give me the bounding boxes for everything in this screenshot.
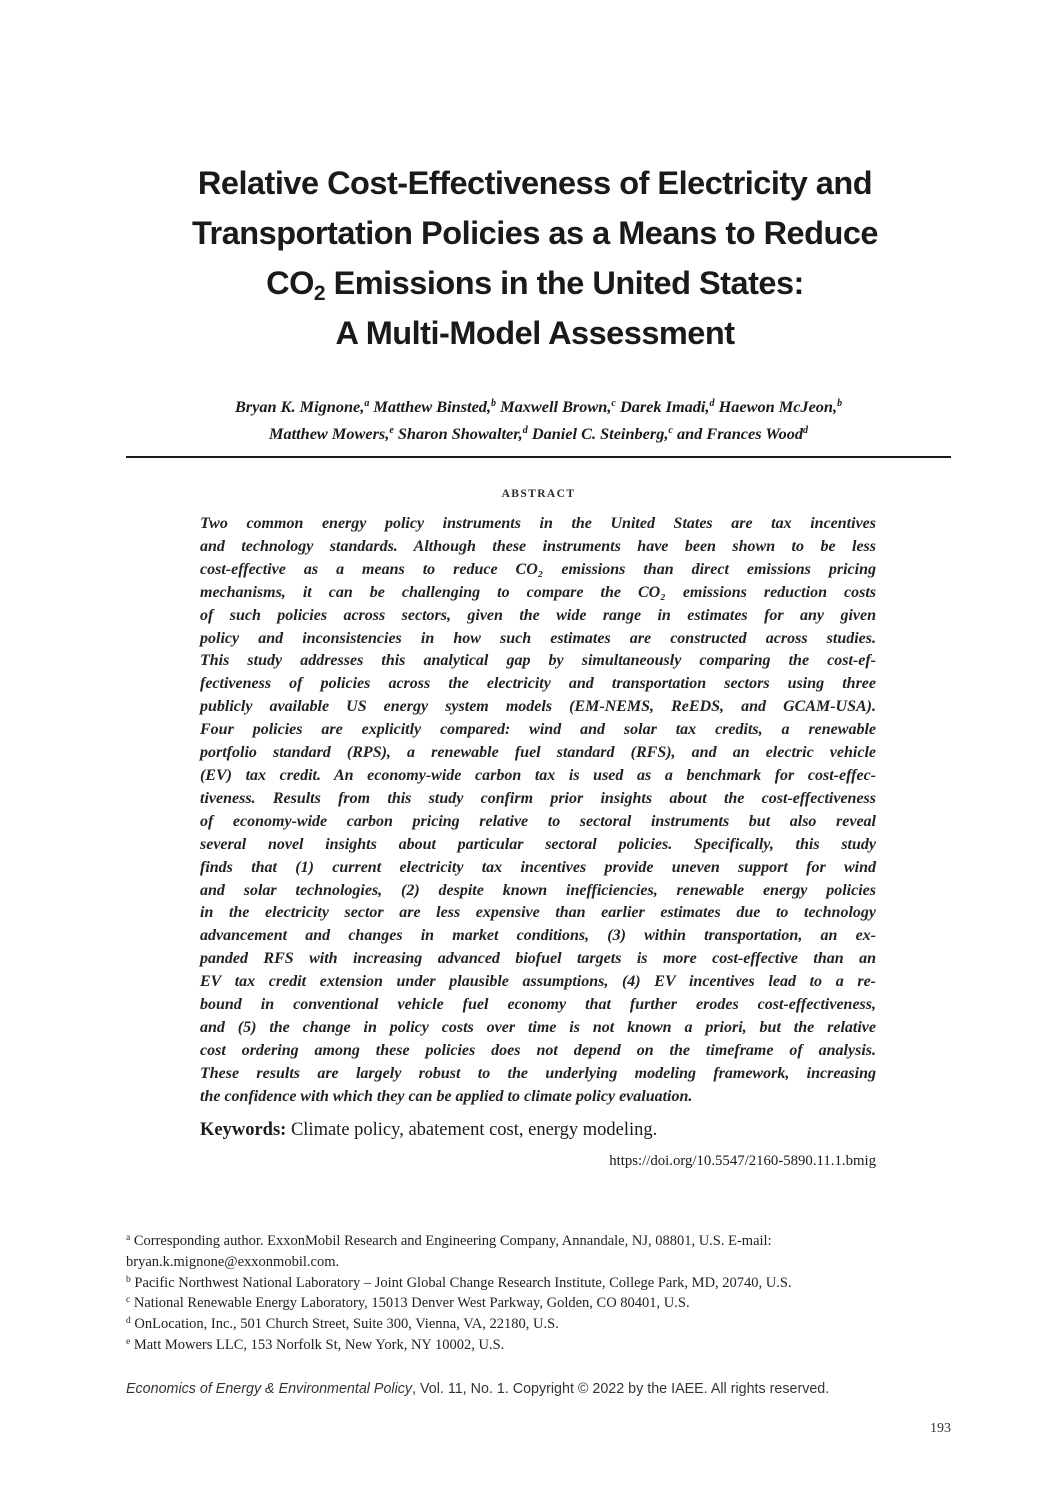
keywords-text: Climate policy, abatement cost, energy modeling. bbox=[286, 1120, 658, 1140]
footnote-text: Corresponding author. ExxonMobil Research and Engineering Company, Annandale, NJ, 08801, U.S. E-mail: bbox=[130, 1233, 772, 1249]
footnote-mark: d bbox=[126, 1316, 131, 1327]
footnote bbox=[126, 1231, 886, 1252]
abstract-line: These results are largely robust to the underlying modeling framework, increasing bbox=[200, 1064, 876, 1082]
paper-title bbox=[120, 158, 950, 358]
footnote-mark: a bbox=[126, 1233, 131, 1243]
footnote-text: OnLocation, Inc., 501 Church Street, Suite 300, Vienna, VA, 22180, U.S. bbox=[130, 1316, 559, 1333]
abstract-line: cost ordering among these policies does not depend on the timeframe of analysis. bbox=[200, 1041, 876, 1059]
abstract-heading: ABSTRACT bbox=[501, 488, 576, 500]
abstract-line: in the electricity sector are less expensive than earlier estimates due to technology bbox=[200, 904, 876, 922]
author-affiliation-mark: c bbox=[668, 425, 673, 436]
title-line-1: Relative Cost-Effectiveness of Electricity and bbox=[197, 165, 873, 201]
footnote-mark: b bbox=[126, 1274, 131, 1285]
author-name: and Frances Wood bbox=[676, 424, 804, 443]
abstract-line: and (5) the change in policy costs over time is not known a priori, but the relative bbox=[200, 1018, 876, 1036]
abstract-line: panded RFS with increasing advanced biofuel targets is more cost-effective than an bbox=[200, 950, 876, 968]
abstract-line: mechanisms, it can be challenging to compare the CO₂ emissions reduction costs bbox=[200, 583, 876, 601]
keywords-line bbox=[200, 1120, 657, 1141]
title-line-4: A Multi-Model Assessment bbox=[335, 315, 735, 351]
author-affiliation-mark: b bbox=[491, 398, 497, 409]
footnote bbox=[126, 1293, 886, 1314]
author-list bbox=[126, 393, 951, 447]
footnote bbox=[126, 1335, 886, 1356]
title-co: CO bbox=[266, 265, 314, 301]
author-name: Darek Imadi, bbox=[619, 397, 710, 416]
abstract-line: cost-effective as a means to reduce CO₂ emissions than direct emissions pricing bbox=[200, 560, 876, 578]
abstract-line: and solar technologies, (2) despite known inefficiencies, renewable energy policies bbox=[200, 881, 876, 899]
abstract-line: and technology standards. Although these instruments have been shown to be less bbox=[200, 537, 876, 555]
author-affiliation-mark: a bbox=[364, 398, 370, 409]
author-name: Daniel C. Steinberg, bbox=[531, 424, 669, 443]
author-name: Haewon McJeon, bbox=[718, 397, 838, 416]
abstract-line: advancement and changes in market conditions, (3) within transportation, an ex- bbox=[200, 927, 876, 945]
author-name: Sharon Showalter, bbox=[397, 424, 523, 443]
author-name: Matthew Mowers, bbox=[268, 424, 390, 443]
abstract-line: of economy-wide carbon pricing relative to sectoral instruments but also reveal bbox=[200, 812, 876, 830]
abstract-line: Two common energy policy instruments in the United States are tax incentives bbox=[200, 515, 876, 532]
abstract-line: several novel insights about particular sectoral policies. Specifically, this study bbox=[200, 835, 876, 853]
abstract-body bbox=[200, 513, 876, 1109]
author-name: Matthew Binsted, bbox=[373, 397, 492, 416]
author-affiliation-mark: d bbox=[522, 425, 528, 436]
abstract-line: the confidence with which they can be applied to climate policy evaluation. bbox=[200, 1087, 693, 1105]
affiliation-footnotes bbox=[126, 1231, 886, 1356]
title-co2-subscript: 2 bbox=[313, 282, 326, 305]
footnote-text: bryan.k.mignone@exxonmobil.com. bbox=[126, 1253, 340, 1270]
journal-name: Economics of Energy & Environmental Policy bbox=[126, 1381, 413, 1397]
abstract-line: bound in conventional vehicle fuel economy that further erodes cost-effectiveness, bbox=[200, 996, 876, 1014]
author-affiliation-mark: d bbox=[709, 398, 715, 409]
abstract-line: portfolio standard (RPS), a renewable fuel standard (RFS), and an electric vehicle bbox=[200, 744, 876, 762]
author-affiliation-mark: c bbox=[611, 398, 616, 409]
footnote-text: Pacific Northwest National Laboratory – Joint Global Change Research Institute, College Park, MD, 20740, U.S. bbox=[130, 1274, 792, 1291]
abstract-line: Four policies are explicitly compared: wind and solar tax credits, a renewable bbox=[200, 721, 876, 739]
title-line-3-rest: Emissions in the United States: bbox=[325, 265, 804, 301]
header-divider bbox=[126, 456, 951, 458]
keywords-label: Keywords: bbox=[200, 1120, 287, 1140]
abstract-line: (EV) tax credit. An economy-wide carbon tax is used as a benchmark for cost-effec- bbox=[200, 766, 876, 784]
journal-citation bbox=[126, 1381, 829, 1397]
footnote-mark: e bbox=[126, 1336, 131, 1347]
footnote-text: National Renewable Energy Laboratory, 15013 Denver West Parkway, Golden, CO 80401, U.S. bbox=[130, 1295, 690, 1312]
footnote bbox=[126, 1314, 886, 1335]
footnote-mark: c bbox=[126, 1295, 131, 1306]
title-line-3 bbox=[120, 258, 950, 308]
abstract-line: publicly available US energy system models (EM-NEMS, ReEDS, and GCAM-USA). bbox=[200, 698, 876, 716]
abstract-line: fectiveness of policies across the electricity and transportation sectors using three bbox=[200, 675, 876, 693]
footnote bbox=[126, 1252, 886, 1273]
footnote-text: Matt Mowers LLC, 153 Norfolk St, New York, NY 10002, U.S. bbox=[130, 1336, 505, 1353]
abstract-line: policy and inconsistencies in how such estimates are constructed across studies. bbox=[200, 629, 876, 647]
abstract-line: tiveness. Results from this study confirm prior insights about the cost-effectiveness bbox=[200, 789, 876, 807]
author-affiliation-mark: e bbox=[389, 425, 394, 436]
page-number: 193 bbox=[930, 1421, 951, 1436]
author-affiliation-mark: b bbox=[837, 398, 843, 409]
footnote bbox=[126, 1273, 886, 1294]
author-line-1 bbox=[126, 393, 951, 420]
abstract-line: finds that (1) current electricity tax incentives provide uneven support for wind bbox=[200, 858, 876, 876]
abstract-line: This study addresses this analytical gap by simultaneously comparing the cost-ef- bbox=[200, 652, 876, 670]
abstract-line: EV tax credit extension under plausible assumptions, (4) EV incentives lead to a re- bbox=[200, 973, 876, 991]
author-name: Maxwell Brown, bbox=[500, 397, 612, 416]
doi-link[interactable]: https://doi.org/10.5547/2160-5890.11.1.bmig bbox=[609, 1153, 876, 1169]
title-line-2: Transportation Policies as a Means to Reduce bbox=[192, 215, 878, 251]
author-name: Bryan K. Mignone, bbox=[234, 397, 365, 416]
abstract-line: of such policies across sectors, given the wide range in estimates for any given bbox=[200, 606, 876, 624]
author-affiliation-mark: d bbox=[803, 425, 809, 436]
journal-volume-copyright: , Vol. 11, No. 1. Copyright © 2022 by the IAEE. All rights reserved. bbox=[412, 1381, 830, 1397]
author-line-2 bbox=[126, 420, 951, 447]
